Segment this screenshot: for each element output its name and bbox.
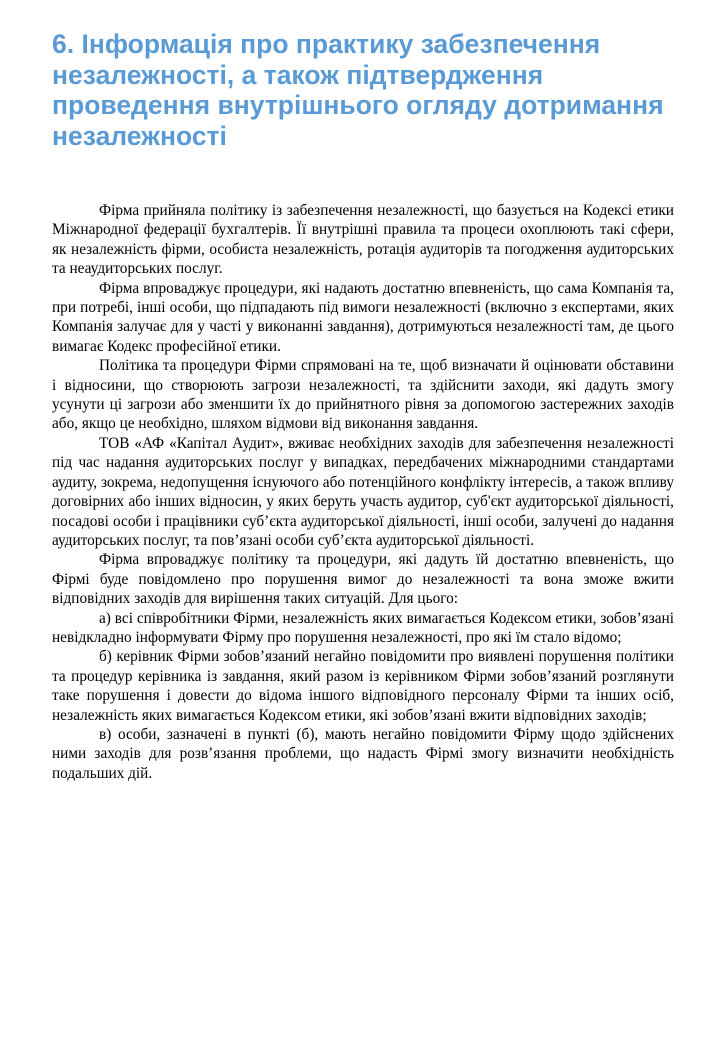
section-heading-line: незалежності, а також підтвердження <box>52 59 544 90</box>
paragraph-threats: Політика та процедури Фірми спрямовані на те, щоб визначати й оцінювати обставини і відносини, що створюють загрози незалежності, та здійснити заходи, які дадуть змогу усунути ці загрози або зменшити їх до прийнятного рівня за допомогою застережних заходів або, якщо це необхідно, шляхом відмови від виконання завдання. <box>52 357 674 433</box>
paragraph-item-a: а) всі співробітники Фірми, незалежність яких вимагається Кодексом етики, зобов’язані невідкладно інформувати Фірму про порушення незалежності, про які їм стало відомо; <box>52 609 674 646</box>
paragraph-company-measures: ТОВ «АФ «Капітал Аудит», вживає необхідних заходів для забезпечення незалежності під час надання аудиторських послуг у випадках, передбачених міжнародними стандартами аудиту, зокрема, недопущення існуючого або потенційного конфлікту інтересів, а також впливу договірних або інших відносин, у яких беруть участь аудитор, суб'єкт аудиторської діяльності, посадові особи і працівники суб’єкта аудиторської діяльності, інші особи, залучені до надання аудиторських послуг, та пов’язані особи суб’єкта аудиторської діяльності. <box>52 434 674 549</box>
section-heading-line: незалежності <box>52 120 227 151</box>
paragraph-breach-notification: Фірма впроваджує політику та процедури, які дадуть їй достатню впевненість, що Фірмі буде повідомлено про порушення вимог до незалежності та вона зможе вжити відповідних заходів для вирішення таких ситуацій. Для цього: <box>52 551 674 608</box>
section-heading-line: проведення внутрішнього огляду дотримання <box>52 90 664 120</box>
section-heading-line: 6. Інформація про практику забезпечення <box>52 29 601 59</box>
paragraph-item-b: б) керівник Фірми зобов’язаний негайно повідомити про виявлені порушення політики та процедур керівника із завдання, який разом із керівником Фірми зобов’язаний розглянути таке порушення і довести до відома іншого відповідного персоналу Фірми та інших осіб, незалежність яких вимагається Кодексом етики, які зобов’язані вжити відповідних заходів; <box>52 648 674 724</box>
body-text <box>52 201 674 783</box>
section-heading <box>52 29 692 151</box>
paragraph-procedures: Фірма впроваджує процедури, які надають достатню впевненість, що сама Компанія та, при потребі, інші особи, що підпадають під вимоги незалежності (включно з експертами, яких Компанія залучає для у часті у виконанні завдання), дотримуються незалежності там, де цього вимагає Кодекс професійної етики. <box>52 279 674 355</box>
paragraph-item-c: в) особи, зазначені в пункті (б), мають негайно повідомити Фірму щодо здійснених ними заходів для розв’язання проблеми, що надасть Фірмі змогу визначити необхідність подальших дій. <box>52 725 674 782</box>
paragraph-independence-policy: Фірма прийняла політику із забезпечення незалежності, що базується на Кодексі етики Міжнародної федерації бухгалтерів. Її внутрішні правила та процеси охоплюють такі сфери, як незалежність фірми, особиста незалежність, ротація аудиторів та погодження аудиторських та неаудиторських послуг. <box>52 202 674 278</box>
